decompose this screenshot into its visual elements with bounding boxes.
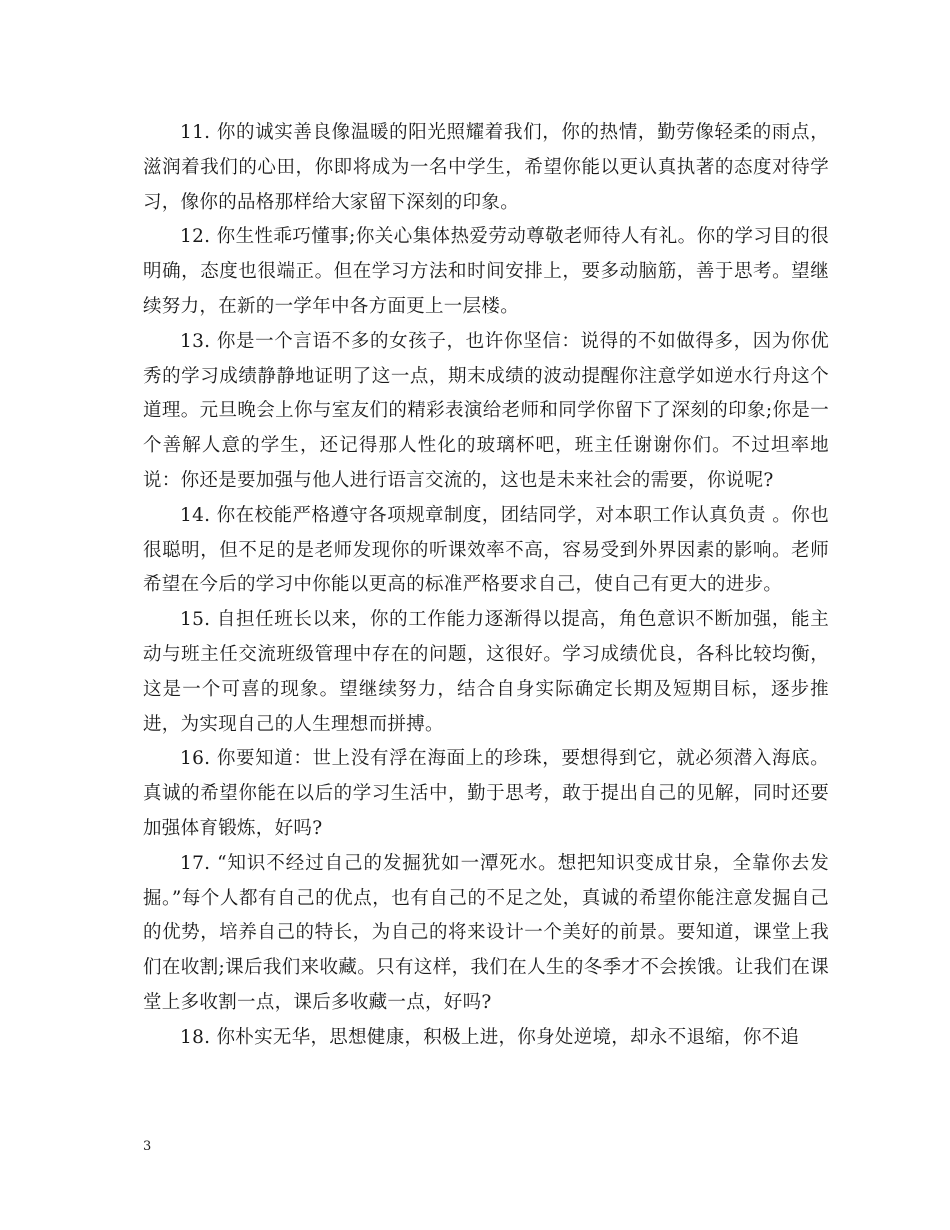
comment-paragraph-17: 17. “知识不经过自己的发掘犹如一潭死水。想把知识变成甘泉，全靠你去发掘。”每个人都有自己的优点，也有自己的不足之处，真诚的希望你能注意发掘自己的优势，培养自己的特长，为自己的将来设计一个美好的前景。要知道，课堂上我们在收割;课后我们来收藏。只有这样，我们在人生的冬季才不会挨饿。让我们在课堂上多收割一点，课后多收藏一点，好吗? [143, 852, 829, 1013]
document-body [143, 116, 829, 1056]
comment-paragraph-14: 14. 你在校能严格遵守各项规章制度，团结同学，对本职工作认真负责 。你也很聪明，但不足的是老师发现你的听课效率不高，容易受到外界因素的影响。老师希望在今后的学习中你能以更高的标准严格要求自己，使自己有更大的进步。 [143, 504, 829, 596]
comment-paragraph-16: 16. 你要知道：世上没有浮在海面上的珍珠，要想得到它，就必须潜入海底。真诚的希望你能在以后的学习生活中，勤于思考，敢于提出自己的见解，同时还要加强体育锻炼，好吗? [143, 748, 829, 839]
comment-paragraph-15: 15. 自担任班长以来，你的工作能力逐渐得以提高，角色意识不断加强，能主动与班主任交流班级管理中存在的问题，这很好。学习成绩优良，各科比较均衡，这是一个可喜的现象。望继续努力，结合自身实际确定长期及短期目标，逐步推进，为实现自己的人生理想而拼搏。 [143, 609, 829, 735]
page-number: 3 [143, 1139, 152, 1154]
comment-paragraph-11: 11. 你的诚实善良像温暖的阳光照耀着我们，你的热情，勤劳像轻柔的雨点，滋润着我们的心田，你即将成为一名中学生，希望你能以更认真执著的态度对待学习，像你的品格那样给大家留下深刻的印象。 [143, 122, 829, 213]
comment-paragraph-12: 12. 你生性乖巧懂事;你关心集体热爱劳动尊敬老师待人有礼。你的学习目的很明确，态度也很端正。但在学习方法和时间安排上，要多动脑筋，善于思考。望继续努力，在新的一学年中各方面更上一层楼。 [143, 226, 829, 317]
comment-paragraph-18: 18. 你朴实无华，思想健康，积极上进，你身处逆境，却永不退缩，你不追 [180, 1026, 800, 1048]
comment-paragraph-13: 13. 你是一个言语不多的女孩子，也许你坚信：说得的不如做得多，因为你优秀的学习成绩静静地证明了这一点，期末成绩的波动提醒你注意学如逆水行舟这个道理。元旦晚会上你与室友们的精彩表演给老师和同学你留下了深刻的印象;你是一个善解人意的学生，还记得那人性化的玻璃杯吧，班主任谢谢你们。不过坦率地说：你还是要加强与他人进行语言交流的，这也是未来社会的需要，你说呢? [143, 330, 829, 491]
